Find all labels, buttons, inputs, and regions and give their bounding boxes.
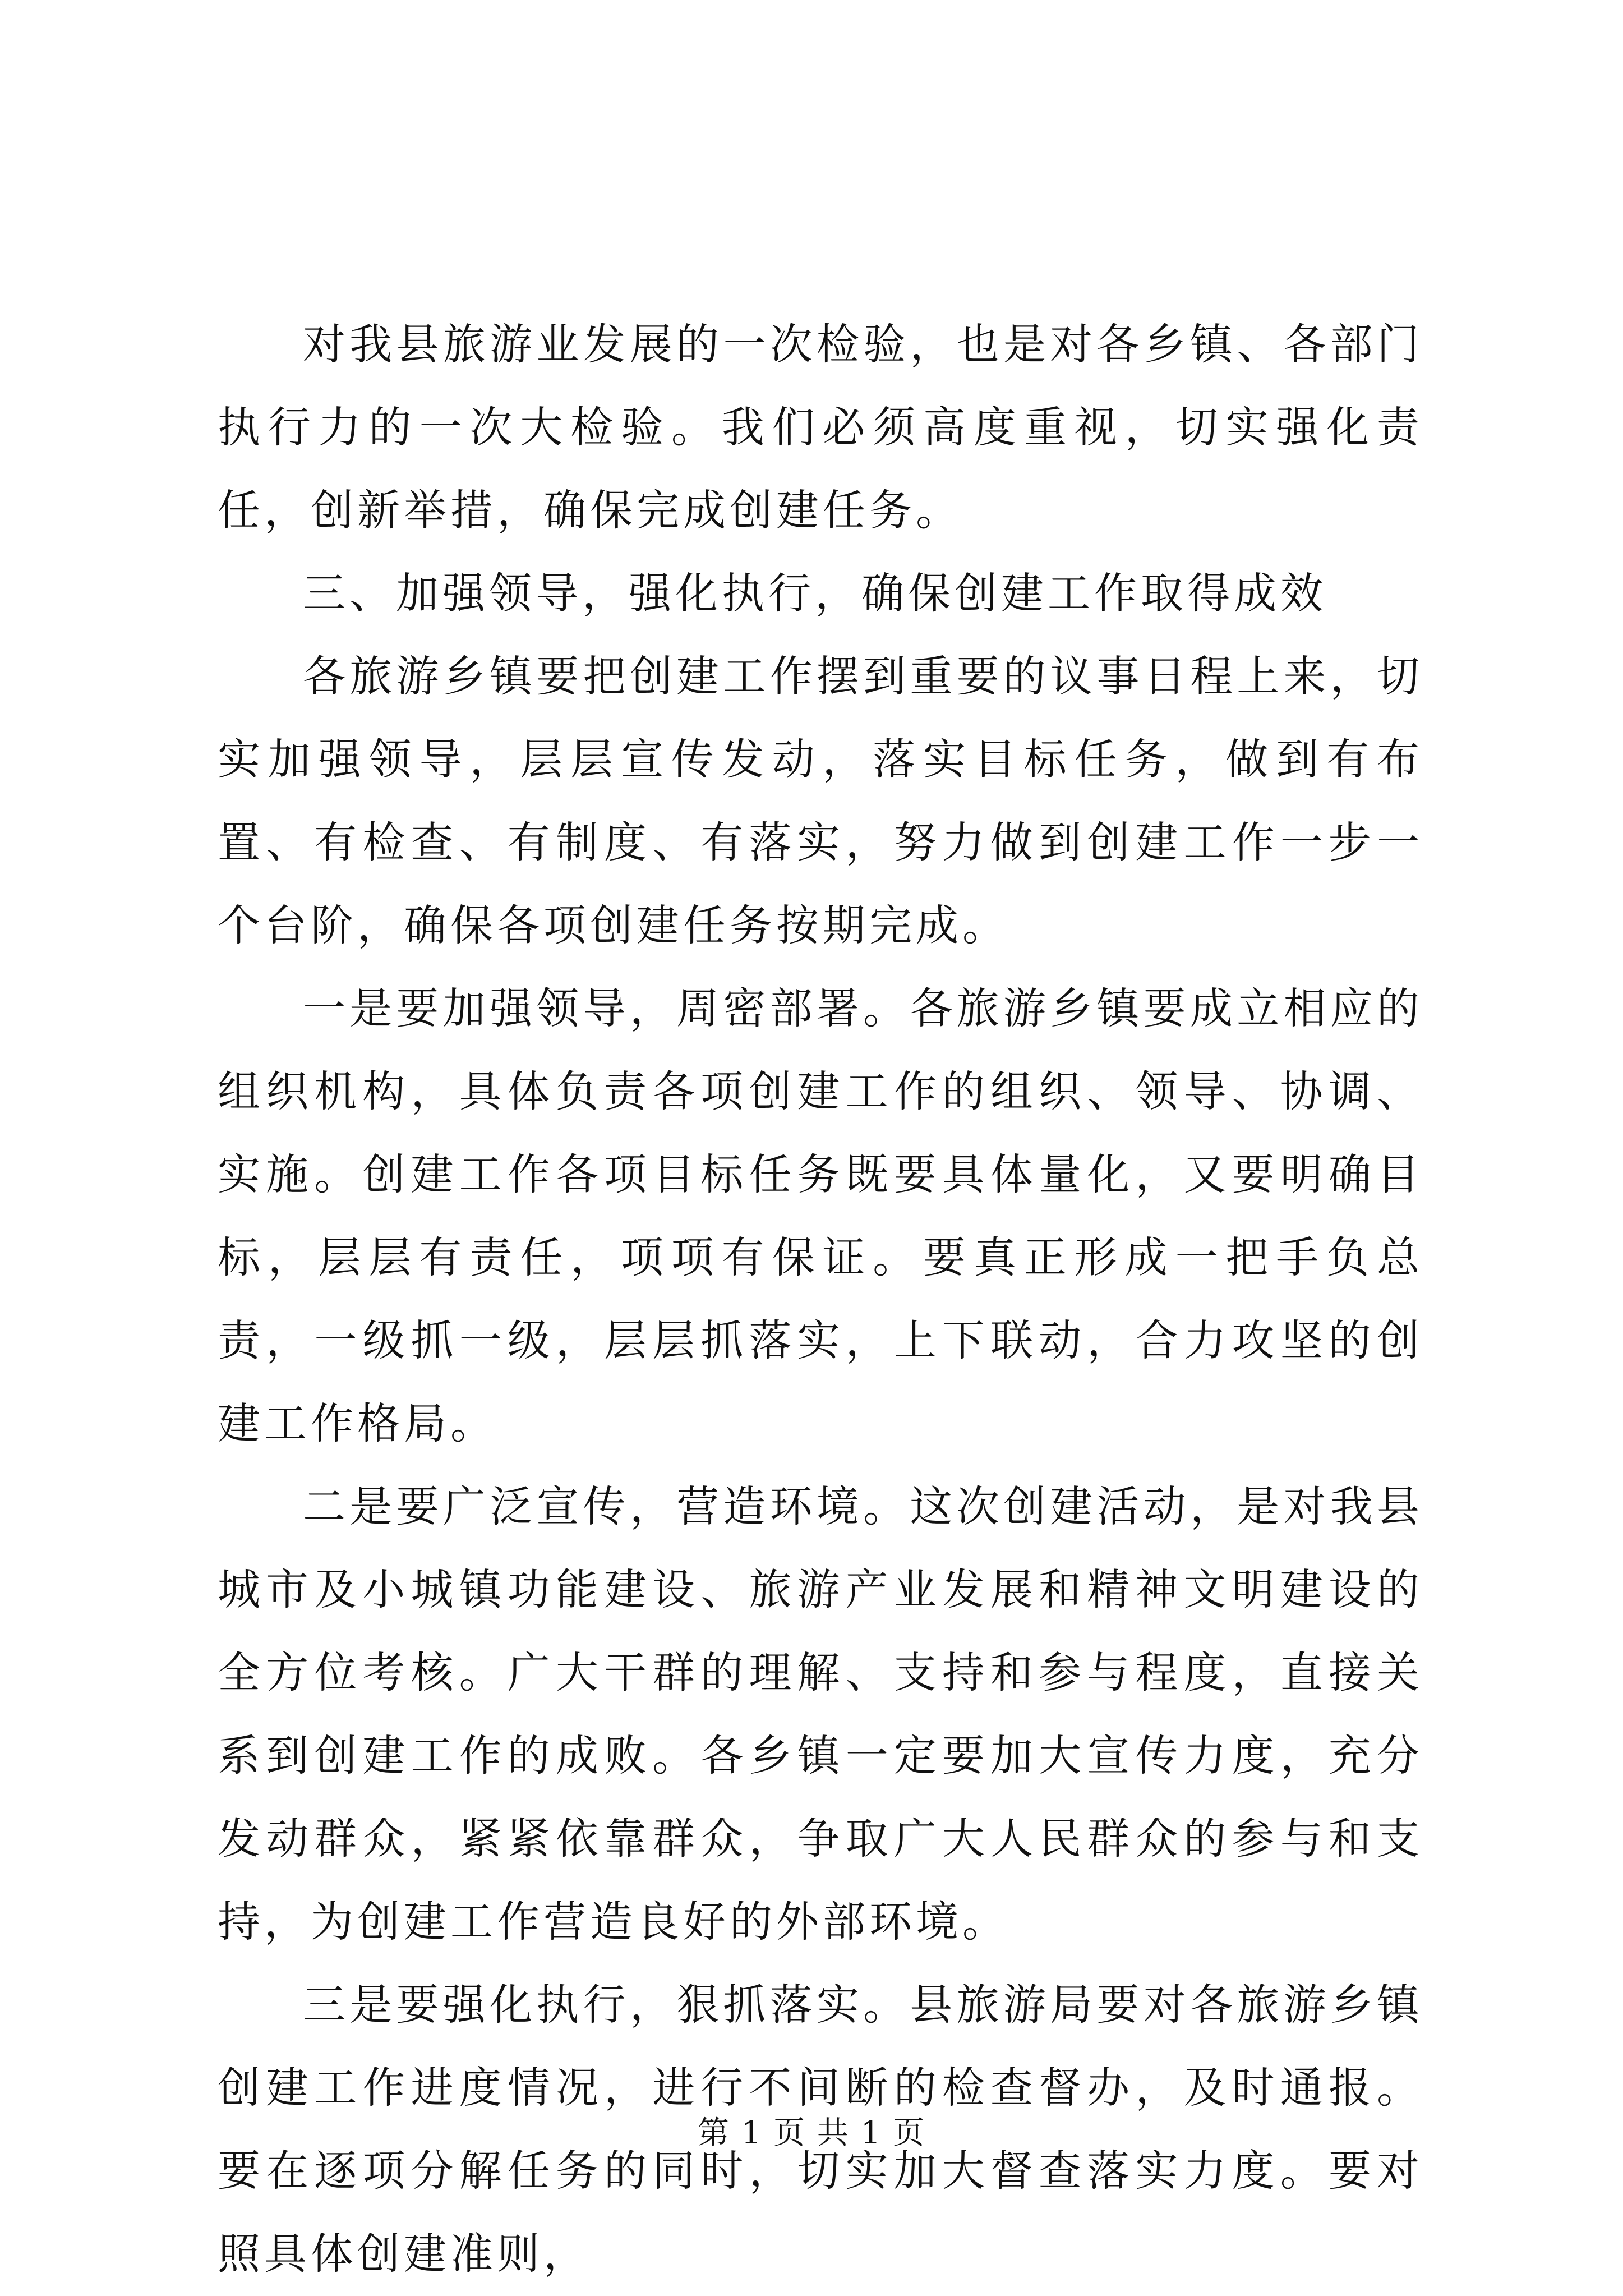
page-number: 第 1 页 共 1 页 bbox=[697, 2115, 926, 2151]
paragraph: 一是要加强领导，周密部署。各旅游乡镇要成立相应的组织机构，具体负责各项创建工作的组织、领导、协调、实施。创建工作各项目标任务既要具体量化，又要明确目标，层层有责任，项项有保证。要真正形成一把手负总责，一级抓一级，层层抓落实，上下联动，合力攻坚的创建工作格局。 bbox=[218, 983, 1423, 1448]
paragraph: 各旅游乡镇要把创建工作摆到重要的议事日程上来，切实加强领导，层层宣传发动，落实目标任务，做到有布置、有检查、有制度、有落实，努力做到创建工作一步一个台阶，确保各项创建任务按期完成。 bbox=[218, 651, 1423, 950]
page-footer bbox=[0, 2114, 1623, 2153]
paragraph: 二是要广泛宣传，营造环境。这次创建活动，是对我县城市及小城镇功能建设、旅游产业发展和精神文明建设的全方位考核。广大干群的理解、支持和参与程度，直接关系到创建工作的成败。各乡镇一定要加大宣传力度，充分发动群众，紧紧依靠群众，争取广大人民群众的参与和支持，为创建工作营造良好的外部环境。 bbox=[218, 1481, 1423, 1947]
document-body bbox=[218, 303, 1423, 2295]
paragraph-continuation: 对我县旅游业发展的一次检验，也是对各乡镇、各部门执行力的一次大检验。我们必须高度重视，切实强化责任，创新举措，确保完成创建任务。 bbox=[218, 319, 1423, 535]
paragraph: 三是要强化执行，狠抓落实。县旅游局要对各旅游乡镇创建工作进度情况，进行不间断的检查督办，及时通报。要在逐项分解任务的同时，切实加大督查落实力度。要对照具体创建准则， bbox=[218, 1980, 1423, 2279]
section-heading: 三、加强领导，强化执行，确保创建工作取得成效 bbox=[303, 568, 1327, 618]
